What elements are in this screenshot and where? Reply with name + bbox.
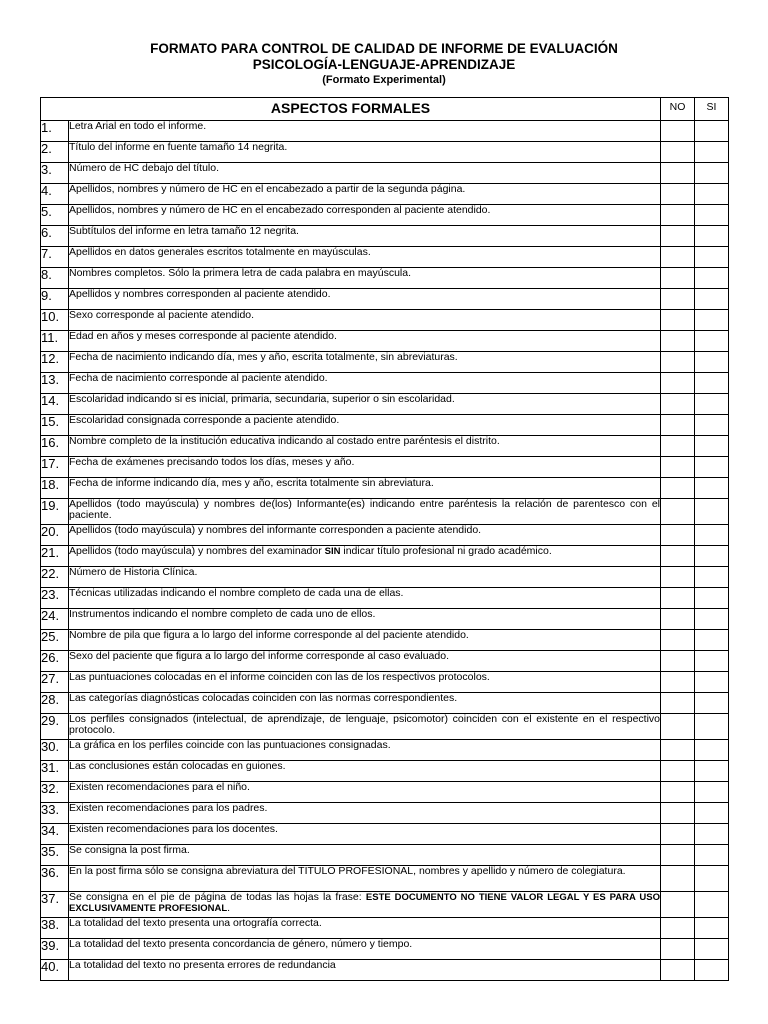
checkbox-cell-si[interactable] <box>695 960 729 981</box>
checklist-table <box>40 97 729 981</box>
item-number: 21. <box>41 546 69 567</box>
item-text: Fecha de nacimiento indicando día, mes y año, escrita totalmente, sin abreviaturas. <box>69 352 661 373</box>
checkbox-cell-si[interactable] <box>695 567 729 588</box>
item-text: Las categorías diagnósticas colocadas coinciden con las normas correspondientes. <box>69 693 661 714</box>
checkbox-cell-no[interactable] <box>661 352 695 373</box>
item-text: La totalidad del texto presenta concordancia de género, número y tiempo. <box>69 939 661 960</box>
checkbox-cell-no[interactable] <box>661 693 695 714</box>
item-number: 8. <box>41 268 69 289</box>
checkbox-cell-no[interactable] <box>661 525 695 546</box>
item-text: Subtítulos del informe en letra tamaño 12 negrita. <box>69 226 661 247</box>
table-row <box>41 803 729 824</box>
checkbox-cell-no[interactable] <box>661 436 695 457</box>
table-row <box>41 651 729 672</box>
item-text: Apellidos y nombres corresponden al paciente atendido. <box>69 289 661 310</box>
document-subtitle: (Formato Experimental) <box>322 74 446 86</box>
item-number: 36. <box>41 866 69 892</box>
item-text: Nombre de pila que figura a lo largo del informe corresponde al del paciente atendido. <box>69 630 661 651</box>
item-number: 40. <box>41 960 69 981</box>
item-text: Instrumentos indicando el nombre completo de cada uno de ellos. <box>69 609 661 630</box>
item-text: Técnicas utilizadas indicando el nombre completo de cada una de ellas. <box>69 588 661 609</box>
checkbox-cell-si[interactable] <box>695 121 729 142</box>
table-row <box>41 609 729 630</box>
checkbox-cell-si[interactable] <box>695 892 729 918</box>
item-number: 17. <box>41 457 69 478</box>
table-row <box>41 525 729 546</box>
checkbox-cell-no[interactable] <box>661 892 695 918</box>
item-text: Fecha de nacimiento corresponde al paciente atendido. <box>69 373 661 394</box>
item-number: 19. <box>41 499 69 525</box>
item-text: Número de HC debajo del título. <box>69 163 661 184</box>
checkbox-cell-si[interactable] <box>695 782 729 803</box>
table-row <box>41 184 729 205</box>
item-text: Nombre completo de la institución educativa indicando al costado entre paréntesis el distrito. <box>69 436 661 457</box>
checkbox-cell-no[interactable] <box>661 268 695 289</box>
item-number: 32. <box>41 782 69 803</box>
checkbox-cell-no[interactable] <box>661 939 695 960</box>
item-text: La totalidad del texto presenta una ortografía correcta. <box>69 918 661 939</box>
table-row <box>41 121 729 142</box>
checkbox-cell-si[interactable] <box>695 310 729 331</box>
checkbox-cell-no[interactable] <box>661 824 695 845</box>
checkbox-cell-no[interactable] <box>661 630 695 651</box>
checkbox-cell-no[interactable] <box>661 740 695 761</box>
checkbox-cell-si[interactable] <box>695 499 729 525</box>
item-text: Escolaridad consignada corresponde a paciente atendido. <box>69 415 661 436</box>
checkbox-cell-no[interactable] <box>661 672 695 693</box>
item-number: 38. <box>41 918 69 939</box>
checkbox-cell-no[interactable] <box>661 714 695 740</box>
item-number: 10. <box>41 310 69 331</box>
item-text: Las conclusiones están colocadas en guiones. <box>69 761 661 782</box>
item-number: 28. <box>41 693 69 714</box>
item-number: 23. <box>41 588 69 609</box>
item-text: Fecha de informe indicando día, mes y año, escrita totalmente sin abreviatura. <box>69 478 661 499</box>
item-text-bold: ESTE DOCUMENTO NO TIENE VALOR LEGAL Y ES PARA USO EXCLUSIVAMENTE PROFESIONAL <box>69 892 661 914</box>
checkbox-cell-si[interactable] <box>695 714 729 740</box>
item-text: La totalidad del texto no presenta errores de redundancia <box>69 960 661 981</box>
table-row <box>41 478 729 499</box>
checkbox-cell-no[interactable] <box>661 651 695 672</box>
checkbox-cell-si[interactable] <box>695 289 729 310</box>
table-row <box>41 331 729 352</box>
checkbox-cell-si[interactable] <box>695 866 729 892</box>
checkbox-cell-si[interactable] <box>695 672 729 693</box>
table-row <box>41 247 729 268</box>
table-row <box>41 268 729 289</box>
checkbox-cell-no[interactable] <box>661 499 695 525</box>
item-text: Escolaridad indicando si es inicial, primaria, secundaria, superior o sin escolaridad. <box>69 394 661 415</box>
item-text: Las puntuaciones colocadas en el informe coinciden con las de los respectivos protocolos. <box>69 672 661 693</box>
table-row <box>41 918 729 939</box>
checkbox-cell-no[interactable] <box>661 331 695 352</box>
checkbox-cell-no[interactable] <box>661 609 695 630</box>
checkbox-cell-si[interactable] <box>695 394 729 415</box>
checkbox-cell-si[interactable] <box>695 457 729 478</box>
table-row <box>41 142 729 163</box>
table-row <box>41 457 729 478</box>
table-row <box>41 226 729 247</box>
item-number: 18. <box>41 478 69 499</box>
checkbox-cell-no[interactable] <box>661 226 695 247</box>
table-row <box>41 824 729 845</box>
item-text: Fecha de exámenes precisando todos los días, meses y año. <box>69 457 661 478</box>
table-row <box>41 630 729 651</box>
item-text: Sexo corresponde al paciente atendido. <box>69 310 661 331</box>
item-text <box>69 546 661 567</box>
checklist-rows <box>41 121 729 981</box>
checkbox-cell-si[interactable] <box>695 352 729 373</box>
item-text: En la post firma sólo se consigna abreviatura del TITULO PROFESIONAL, nombres y apellido y número de colegiatura. <box>69 866 661 892</box>
table-row <box>41 939 729 960</box>
item-text: Nombres completos. Sólo la primera letra de cada palabra en mayúscula. <box>69 268 661 289</box>
item-text: Existen recomendaciones para los padres. <box>69 803 661 824</box>
table-row <box>41 892 729 918</box>
item-number: 20. <box>41 525 69 546</box>
checkbox-cell-no[interactable] <box>661 803 695 824</box>
item-text: Los perfiles consignados (intelectual, de aprendizaje, de lenguaje, psicomotor) coinciden con el existente en el respectivo protocolo. <box>69 714 661 740</box>
checkbox-cell-si[interactable] <box>695 651 729 672</box>
checkbox-cell-si[interactable] <box>695 588 729 609</box>
checkbox-cell-si[interactable] <box>695 436 729 457</box>
checkbox-cell-no[interactable] <box>661 163 695 184</box>
checkbox-cell-si[interactable] <box>695 226 729 247</box>
table-row <box>41 714 729 740</box>
checkbox-cell-si[interactable] <box>695 939 729 960</box>
item-text <box>69 892 661 918</box>
checkbox-cell-no[interactable] <box>661 373 695 394</box>
table-row <box>41 588 729 609</box>
table-row <box>41 310 729 331</box>
item-number: 34. <box>41 824 69 845</box>
item-number: 27. <box>41 672 69 693</box>
checkbox-cell-si[interactable] <box>695 918 729 939</box>
item-text: Se consigna la post firma. <box>69 845 661 866</box>
checkbox-cell-si[interactable] <box>695 803 729 824</box>
table-row <box>41 672 729 693</box>
table-row <box>41 740 729 761</box>
checkbox-cell-si[interactable] <box>695 205 729 226</box>
checkbox-cell-no[interactable] <box>661 457 695 478</box>
item-text: Título del informe en fuente tamaño 14 negrita. <box>69 142 661 163</box>
checkbox-cell-no[interactable] <box>661 478 695 499</box>
checkbox-cell-si[interactable] <box>695 247 729 268</box>
checkbox-cell-no[interactable] <box>661 588 695 609</box>
item-number: 22. <box>41 567 69 588</box>
item-number: 6. <box>41 226 69 247</box>
item-text-part: . <box>227 902 231 914</box>
item-number: 4. <box>41 184 69 205</box>
checkbox-cell-si[interactable] <box>695 331 729 352</box>
item-text: Edad en años y meses corresponde al paciente atendido. <box>69 331 661 352</box>
item-text: Apellidos (todo mayúscula) y nombres del informante corresponden a paciente atendido. <box>69 525 661 546</box>
table-row <box>41 394 729 415</box>
table-row <box>41 845 729 866</box>
checkbox-cell-si[interactable] <box>695 740 729 761</box>
checkbox-cell-si[interactable] <box>695 609 729 630</box>
checkbox-cell-no[interactable] <box>661 184 695 205</box>
checkbox-cell-si[interactable] <box>695 693 729 714</box>
checkbox-cell-no[interactable] <box>661 121 695 142</box>
checkbox-cell-si[interactable] <box>695 373 729 394</box>
checkbox-cell-si[interactable] <box>695 163 729 184</box>
item-number: 29. <box>41 714 69 740</box>
item-text: La gráfica en los perfiles coincide con las puntuaciones consignadas. <box>69 740 661 761</box>
checkbox-cell-no[interactable] <box>661 782 695 803</box>
checkbox-cell-si[interactable] <box>695 525 729 546</box>
item-text: Apellidos en datos generales escritos totalmente en mayúsculas. <box>69 247 661 268</box>
aspects-heading: ASPECTOS FORMALES <box>41 98 661 121</box>
checkbox-cell-no[interactable] <box>661 205 695 226</box>
item-number: 2. <box>41 142 69 163</box>
item-number: 31. <box>41 761 69 782</box>
checkbox-cell-no[interactable] <box>661 918 695 939</box>
table-row <box>41 960 729 981</box>
checkbox-cell-si[interactable] <box>695 415 729 436</box>
item-number: 5. <box>41 205 69 226</box>
column-header-no: NO <box>661 98 695 121</box>
table-row <box>41 352 729 373</box>
checkbox-cell-si[interactable] <box>695 845 729 866</box>
checkbox-cell-si[interactable] <box>695 546 729 567</box>
item-number: 1. <box>41 121 69 142</box>
checkbox-cell-no[interactable] <box>661 247 695 268</box>
table-row <box>41 546 729 567</box>
item-number: 3. <box>41 163 69 184</box>
checkbox-cell-si[interactable] <box>695 630 729 651</box>
checkbox-cell-si[interactable] <box>695 142 729 163</box>
item-text: Letra Arial en todo el informe. <box>69 121 661 142</box>
item-number: 39. <box>41 939 69 960</box>
document-title-line2: PSICOLOGÍA-LENGUAJE-APRENDIZAJE <box>252 57 516 72</box>
item-number: 16. <box>41 436 69 457</box>
item-number: 15. <box>41 415 69 436</box>
table-row <box>41 782 729 803</box>
item-text-part: indicar título profesional ni grado académico. <box>340 545 552 557</box>
checkbox-cell-no[interactable] <box>661 761 695 782</box>
item-text: Apellidos, nombres y número de HC en el encabezado a partir de la segunda página. <box>69 184 661 205</box>
item-text-part: Se consigna en el pie de página de todas las hojas la frase: <box>69 891 366 903</box>
table-row <box>41 373 729 394</box>
checkbox-cell-no[interactable] <box>661 310 695 331</box>
checkbox-cell-si[interactable] <box>695 824 729 845</box>
item-number: 24. <box>41 609 69 630</box>
table-row <box>41 205 729 226</box>
item-number: 35. <box>41 845 69 866</box>
item-number: 13. <box>41 373 69 394</box>
item-number: 33. <box>41 803 69 824</box>
item-text: Apellidos (todo mayúscula) y nombres de(los) Informante(es) indicando entre paréntesis la relación de parentesco con el paciente. <box>69 499 661 525</box>
checkbox-cell-si[interactable] <box>695 268 729 289</box>
item-text-bold: SIN <box>324 546 341 557</box>
table-row <box>41 289 729 310</box>
table-row <box>41 163 729 184</box>
item-number: 26. <box>41 651 69 672</box>
checkbox-cell-si[interactable] <box>695 761 729 782</box>
checkbox-cell-no[interactable] <box>661 289 695 310</box>
item-number: 11. <box>41 331 69 352</box>
table-row <box>41 436 729 457</box>
item-text-part: Apellidos (todo mayúscula) y nombres del examinador <box>69 545 325 557</box>
item-text: Número de Historia Clínica. <box>69 567 661 588</box>
checkbox-cell-si[interactable] <box>695 478 729 499</box>
checkbox-cell-no[interactable] <box>661 866 695 892</box>
item-number: 7. <box>41 247 69 268</box>
column-header-si: SI <box>695 98 729 121</box>
item-text: Sexo del paciente que figura a lo largo del informe corresponde al caso evaluado. <box>69 651 661 672</box>
item-number: 30. <box>41 740 69 761</box>
table-row <box>41 761 729 782</box>
item-number: 9. <box>41 289 69 310</box>
checkbox-cell-no[interactable] <box>661 142 695 163</box>
item-text: Existen recomendaciones para los docentes. <box>69 824 661 845</box>
checkbox-cell-no[interactable] <box>661 567 695 588</box>
item-text: Apellidos, nombres y número de HC en el encabezado corresponden al paciente atendido. <box>69 205 661 226</box>
table-row <box>41 499 729 525</box>
document-title: FORMATO PARA CONTROL DE CALIDAD DE INFORME DE EVALUACIÓN <box>150 41 618 56</box>
item-number: 14. <box>41 394 69 415</box>
table-row <box>41 567 729 588</box>
checkbox-cell-no[interactable] <box>661 394 695 415</box>
document-header <box>0 41 768 87</box>
item-number: 37. <box>41 892 69 918</box>
item-number: 12. <box>41 352 69 373</box>
table-row <box>41 415 729 436</box>
item-number: 25. <box>41 630 69 651</box>
checkbox-cell-si[interactable] <box>695 184 729 205</box>
checkbox-cell-no[interactable] <box>661 415 695 436</box>
checkbox-cell-no[interactable] <box>661 845 695 866</box>
checkbox-cell-no[interactable] <box>661 960 695 981</box>
table-row <box>41 693 729 714</box>
item-text: Existen recomendaciones para el niño. <box>69 782 661 803</box>
checkbox-cell-no[interactable] <box>661 546 695 567</box>
table-row <box>41 866 729 892</box>
